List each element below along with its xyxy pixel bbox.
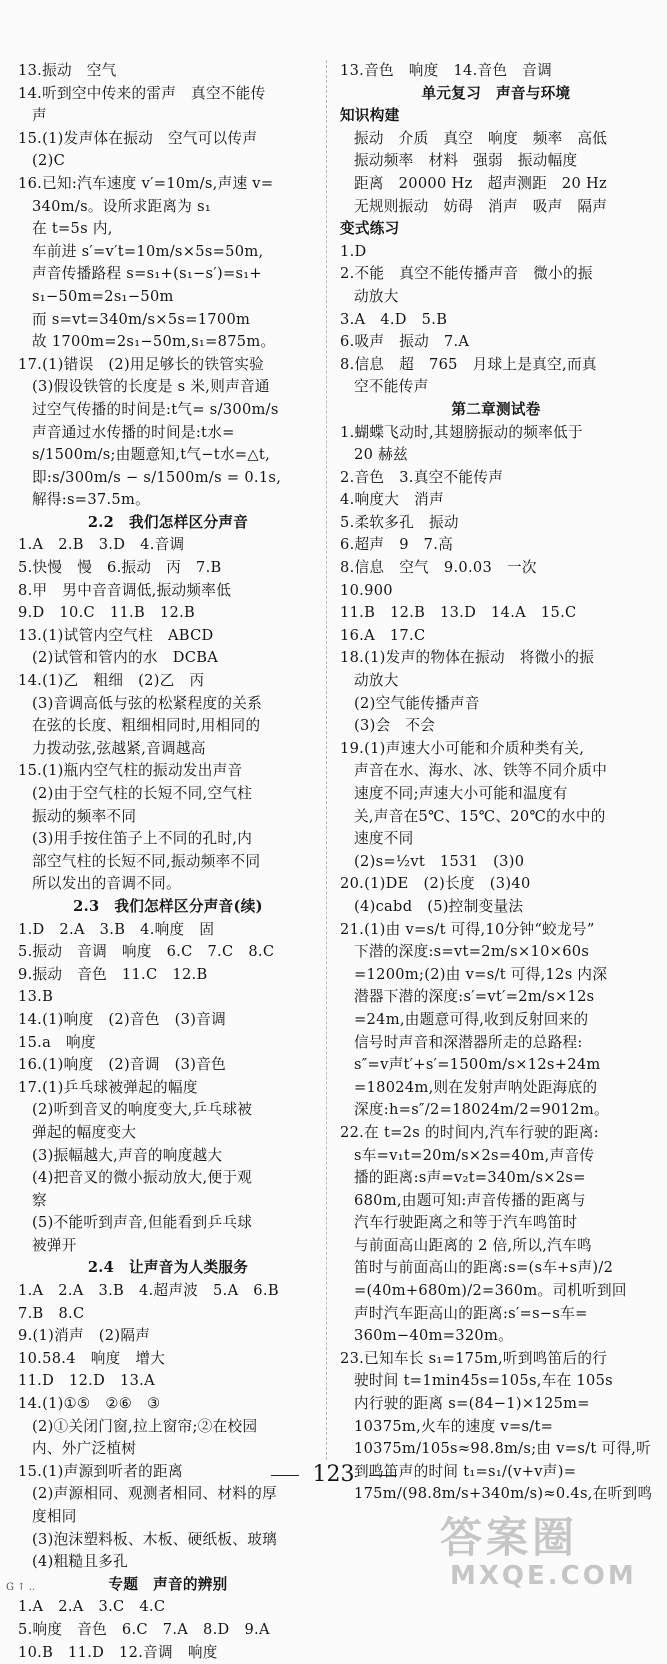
answer-line: 声音在水、海水、冰、铁等不同介质中 [354, 762, 608, 780]
answer-line: 7.B 8.C [18, 1304, 85, 1322]
answer-line: 10.900 [340, 581, 393, 599]
answer-line: 2.音色 3.真空不能传声 [340, 468, 504, 486]
answer-line: 深度:h=s″/2=18024m/2=9012m。 [354, 1101, 609, 1119]
answer-line: 6.超声 9 7.高 [340, 536, 454, 554]
answer-line: 15.a 响度 [18, 1033, 96, 1051]
answer-line: (2)由于空气柱的长短不同,空气柱 [32, 785, 253, 802]
answer-line: 潜器下潜的深度:s′=vt′=2m/s×12s [354, 988, 595, 1006]
answer-line: 13.B [18, 988, 54, 1006]
answer-line: 无规则振动 妨碍 消声 吸声 隔声 [354, 197, 608, 215]
answer-line: (3)会 不会 [354, 717, 436, 735]
answer-line: 5.振动 音调 响度 6.C 7.C 8.C [18, 943, 275, 961]
answer-line: 信号时声音和深潜器所走的总路程: [354, 1033, 583, 1051]
sub-heading: 变式练习 [340, 220, 400, 238]
answer-line: 被弹开 [32, 1236, 77, 1254]
answer-line: 力拨动弦,弦越紧,音调越高 [32, 739, 206, 757]
answer-line: 动放大 [354, 287, 399, 305]
answer-line: 1.A 2.A 3.C 4.C [18, 1598, 166, 1616]
page-footer [0, 1462, 667, 1487]
footer-dash-right [369, 1475, 397, 1476]
answer-line: 振动 介质 真空 响度 频率 高低 [354, 129, 608, 147]
answer-line: (2)s=½vt 1531 (3)0 [354, 852, 525, 870]
answer-line: 13.振动 空气 [18, 62, 117, 79]
answer-line: (3)振幅越大,声音的响度越大 [32, 1146, 223, 1164]
answer-line: (2)声源相同、观测者相同、材料的厚 [32, 1485, 277, 1503]
answer-line: 15.(1)声源到听者的距离 [18, 1462, 183, 1480]
answer-line: 8.信息 空气 9.0.03 一次 [340, 559, 537, 577]
answer-line: 解得:s=37.5m。 [32, 491, 151, 509]
answer-line: 15.(1)瓶内空气柱的振动发出声音 [18, 762, 243, 780]
answer-line: s/1500m/s;由题意知,t气−t水=△t, [32, 446, 271, 464]
answer-line: 速度不同;声速大小可能和温度有 [354, 785, 568, 802]
section-heading: 专题 声音的辨别 [108, 1575, 228, 1593]
answer-line: (3)用手按住笛子上不同的孔时,内 [32, 830, 253, 848]
answer-line: 速度不同 [354, 830, 414, 848]
answer-line: 即:s/300m/s − s/1500m/s = 0.1s, [32, 468, 282, 486]
answer-line: 弹起的幅度变大 [32, 1123, 137, 1141]
answer-line: 16.A 17.C [340, 626, 426, 644]
answer-line: 14.(1)乙 粗细 (2)乙 丙 [18, 672, 205, 690]
answer-line: s车=v₁t=20m/s×2s=40m,声音传 [354, 1146, 595, 1164]
answer-line: 19.(1)声速大小可能和介质种类有关, [340, 739, 585, 757]
answer-line: 13.音色 响度 14.音色 音调 [340, 62, 553, 79]
answer-line: 汽车行驶距离之和等于汽车鸣笛时 [354, 1214, 578, 1232]
answer-line: 16.(1)响度 (2)音调 (3)音色 [18, 1056, 226, 1074]
answer-line: 过空气传播的时间是:t气= s/300m/s [32, 400, 279, 418]
answer-line: 175m/(98.8m/s+340m/s)≈0.4s,在听到鸣 [354, 1485, 652, 1503]
answer-line: (3)音调高低与弦的松紧程度的关系 [32, 694, 263, 712]
answer-line: 5.响度 音色 6.C 7.A 8.D 9.A [18, 1620, 270, 1638]
answer-line: 振动频率 材料 强弱 振动幅度 [354, 152, 578, 170]
answer-line: 4.响度大 消声 [340, 491, 444, 509]
answer-line: (2)C [32, 152, 66, 170]
answer-line: 空不能传声 [354, 378, 429, 396]
answer-line: 6.吸声 振动 7.A [340, 333, 470, 351]
answer-line: 20 赫兹 [354, 446, 408, 464]
answer-line: s₁−50m=2s₁−50m [32, 287, 174, 305]
answer-line: s″=v声t′+s′=1500m/s×12s+24m [354, 1056, 601, 1074]
answer-line: 8.信息 超 765 月球上是真空,而真 [340, 355, 597, 373]
answer-line: 340m/s。设所求距离为 s₁ [32, 197, 212, 215]
answer-line: =1200m;(2)由 v=s/t 可得,12s 内深 [354, 965, 608, 983]
answer-line: 10375m/105s≈98.8m/s;由 v=s/t 可得,听 [354, 1440, 652, 1458]
answer-line: 振动的频率不同 [32, 807, 137, 825]
answer-line: =18024m,则在发射声呐处距海底的 [354, 1078, 598, 1096]
answer-line: 而 s=vt=340m/s×5s=1700m [32, 310, 251, 328]
answer-line: 与前面高山距离的 2 倍,所以,汽车鸣 [354, 1236, 592, 1254]
answer-line: 10.58.4 响度 增大 [18, 1349, 166, 1367]
answer-line: 9.D 10.C 11.B 12.B [18, 604, 196, 622]
answer-line: 5.柔软多孔 振动 [340, 513, 459, 531]
answer-line: =24m,由题意可得,收到反射回来的 [354, 1010, 589, 1028]
answer-line: 14.听到空中传来的雷声 真空不能传 [18, 84, 266, 102]
page-number: 123 [312, 1462, 355, 1487]
answer-line: (2)空气能传播声音 [354, 694, 480, 712]
answer-line: 声音传播路程 s=s₁+(s₁−s′)=s₁+ [32, 265, 262, 283]
answer-line: 部空气柱的长短不同,振动频率不同 [32, 852, 261, 870]
answer-line: 播的距离:s声=v₂t=340m/s×2s= [354, 1169, 586, 1187]
answer-line: 3.A 4.D 5.B [340, 310, 448, 328]
answer-line: 内、外广泛植树 [32, 1440, 137, 1458]
answer-line: 声 [32, 107, 47, 125]
answer-line: 14.(1)响度 (2)音色 (3)音调 [18, 1010, 226, 1028]
answer-line: (5)不能听到声音,但能看到乒乓球 [32, 1214, 253, 1232]
left-column [18, 60, 318, 1664]
answer-line: 察 [32, 1191, 47, 1209]
answer-line: 1.蝴蝶飞动时,其翅膀振动的频率低于 [340, 423, 583, 441]
watermark-top-text: 答案圈 [440, 1513, 579, 1562]
answer-line: 所以发出的音调不同。 [32, 875, 181, 893]
answer-line: =(40m+680m)/2=360m。司机听到回 [354, 1282, 627, 1300]
answer-line: 在 t=5s 内, [32, 220, 113, 238]
answer-line: 16.已知:汽车速度 v′=10m/s,声速 v= [18, 174, 274, 192]
answer-line: 17.(1)乒乓球被弹起的幅度 [18, 1078, 198, 1096]
section-heading: 单元复习 声音与环境 [421, 84, 571, 102]
answer-line: 17.(1)错误 (2)用足够长的铁管实验 [18, 355, 264, 373]
answer-line: 8.甲 男中音音调低,振动频率低 [18, 581, 232, 599]
answer-line: 1.A 2.B 3.D 4.音调 [18, 536, 185, 554]
answer-line: 驶时间 t=1min45s=105s,车在 105s [354, 1372, 613, 1390]
answer-line: 内行驶的距离 s=(84−1)×125m= [354, 1395, 590, 1413]
answer-line: (2)听到音叉的响度变大,乒乓球被 [32, 1101, 253, 1119]
answer-line: 23.已知车长 s₁=175m,听到鸣笛后的行 [340, 1349, 608, 1367]
answer-line: 1.A 2.A 3.B 4.超声波 5.A 6.B [18, 1282, 279, 1300]
answer-line: 21.(1)由 v=s/t 可得,10分钟“蛟龙号” [340, 920, 595, 938]
answer-line: 笛时与前面高山的距离:s=(s车+s声)/2 [354, 1259, 614, 1277]
answer-line: 9.振动 音色 11.C 12.B [18, 965, 208, 983]
answer-line: 在弦的长度、粗细相同时,用相同的 [32, 717, 261, 735]
answer-line: 14.(1)①⑤ ②⑥ ③ [18, 1395, 161, 1413]
answer-line: 360m−40m=320m。 [354, 1327, 514, 1345]
answer-line: 9.(1)消声 (2)隔声 [18, 1327, 151, 1345]
answer-line: 18.(1)发声的物体在振动 将微小的振 [340, 649, 595, 667]
answer-line: 1.D 2.A 3.B 4.响度 固 [18, 920, 215, 938]
watermark-bottom-text: MXQE.COM [450, 1561, 637, 1591]
answer-line: 11.D 12.D 13.A [18, 1372, 155, 1390]
section-heading: 第二章测试卷 [451, 400, 541, 418]
answer-line: 22.在 t=2s 的时间内,汽车行驶的距离: [340, 1123, 599, 1141]
answer-line: 10375m,火车的速度 v=s/t= [354, 1417, 554, 1435]
answer-line: 10.B 11.D 12.音调 响度 [18, 1643, 218, 1661]
answer-line: 15.(1)发声体在振动 空气可以传声 [18, 129, 258, 147]
column-divider [326, 60, 327, 1460]
answer-line: 下潜的深度:s=vt=2m/s×10×60s [354, 943, 590, 961]
answer-line: 680m,由题可知:声音传播的距离与 [354, 1191, 586, 1209]
answer-line: 5.快慢 慢 6.振动 丙 7.B [18, 559, 222, 577]
answer-line: 动放大 [354, 672, 399, 690]
answer-line: 声音通过水传播的时间是:t水= [32, 423, 235, 441]
right-column [340, 60, 652, 1506]
answer-line: 故 1700m=2s₁−50m,s₁=875m。 [32, 333, 276, 351]
answer-line: (3)泡沫塑料板、木板、硬纸板、玻璃 [32, 1530, 277, 1548]
answer-line: (2)①关闭门窗,拉上窗帘;②在校园 [32, 1417, 258, 1435]
footer-dash-left [271, 1475, 299, 1476]
answer-line: (4)cabd (5)控制变量法 [354, 897, 524, 915]
answer-line: (3)假设铁管的长度是 s 米,则声音通 [32, 378, 270, 396]
answer-line: 距离 20000 Hz 超声测距 20 Hz [354, 174, 608, 192]
answer-line: 车前进 s′=v′t=10m/s×5s=50m, [32, 242, 264, 260]
sub-heading: 知识构建 [340, 107, 400, 125]
section-heading: 2.4 让声音为人类服务 [87, 1259, 249, 1277]
section-heading: 2.2 我们怎样区分声音 [87, 513, 249, 531]
answer-line: 13.(1)试管内空气柱 ABCD [18, 626, 214, 644]
answer-line: 2.不能 真空不能传播声音 微小的振 [340, 265, 593, 283]
answer-line: 1.D [340, 242, 367, 260]
answer-line: 声时汽车距高山的距离:s′=s−s车= [354, 1304, 588, 1322]
answer-line: (4)粗糙且多孔 [32, 1553, 129, 1571]
answer-line: (2)试管和管内的水 DCBA [32, 649, 219, 667]
section-heading: 2.3 我们怎样区分声音(续) [73, 897, 263, 915]
answer-line: 20.(1)DE (2)长度 (3)40 [340, 875, 531, 893]
answer-line: 11.B 12.B 13.D 14.A 15.C [340, 604, 577, 622]
answer-line: (4)把音叉的微小振动放大,便于观 [32, 1169, 253, 1187]
corner-mark: G ↑ .. [6, 1582, 36, 1593]
answer-line: 到鸣笛声的时间 t₁=s₁/(v+v声)= [354, 1462, 577, 1480]
answer-line: 度相同 [32, 1508, 77, 1525]
watermark-logo [440, 1505, 660, 1597]
answer-line: 关,声音在5℃、15℃、20℃的水中的 [354, 807, 606, 825]
